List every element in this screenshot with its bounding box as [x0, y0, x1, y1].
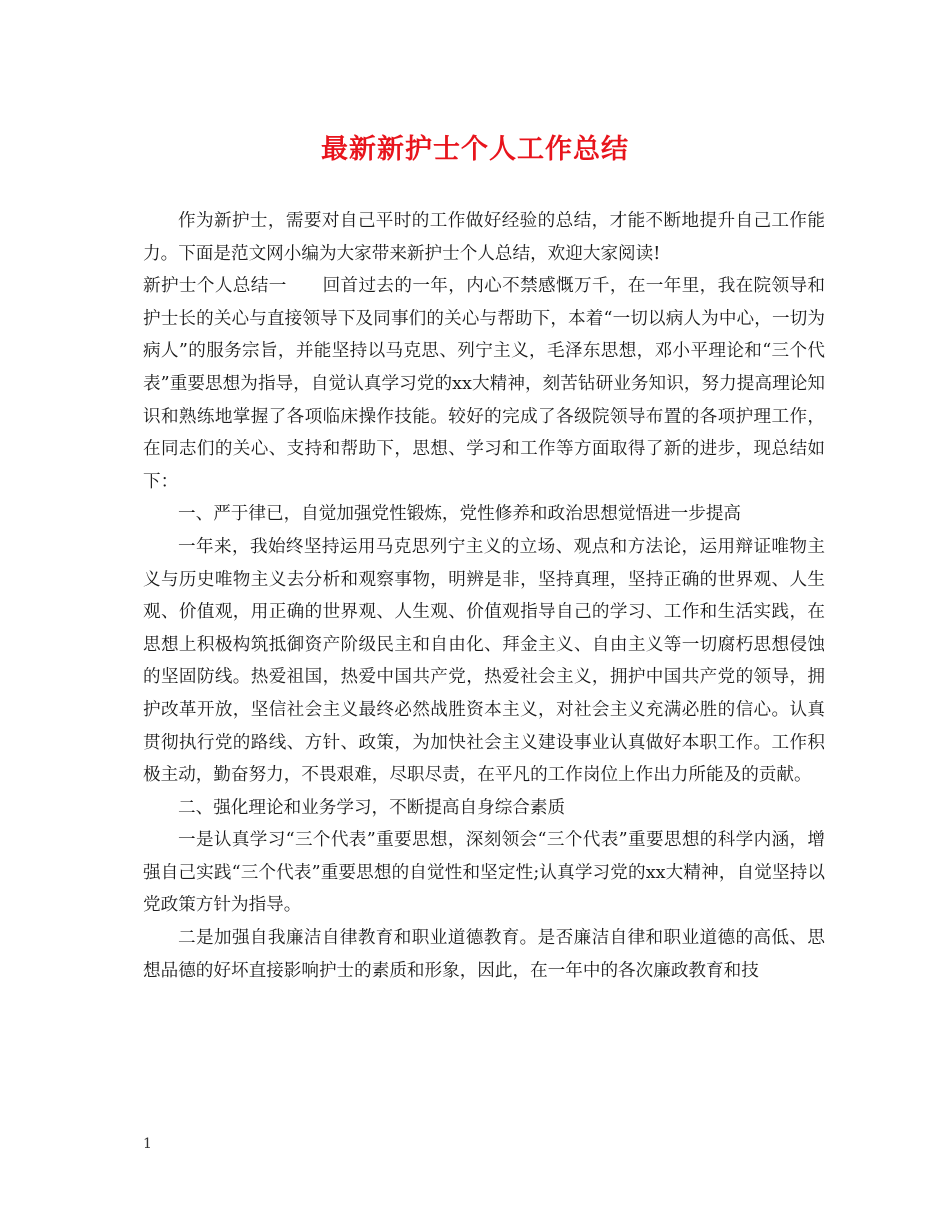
intro-paragraph: 作为新护士，需要对自己平时的工作做好经验的总结，才能不断地提升自己工作能力。下面是范文网小编为大家带来新护士个人总结，欢迎大家阅读! — [143, 211, 825, 264]
section-heading-two: 二、强化理论和业务学习，不断提高自身综合素质 — [178, 797, 566, 818]
document-title: 最新新护士个人工作总结 — [321, 134, 629, 165]
page-number: 1 — [143, 1136, 152, 1152]
section-two-paragraph-two: 二是加强自我廉洁自律教育和职业道德教育。是否廉洁自律和职业道德的高低、思想品德的好坏直接影响护士的素质和形象，因此，在一年中的各次廉政教育和技 — [143, 928, 825, 981]
section-two-paragraph-one: 一是认真学习“三个代表”重要思想，深刻领会“三个代表”重要思想的科学内涵，增强自己实践“三个代表”重要思想的自觉性和坚定性;认真学习党的xx大精神，自觉坚持以党政策方针为指导。 — [143, 830, 825, 916]
summary-one-paragraph: 新护士个人总结一 回首过去的一年，内心不禁感慨万千，在一年里，我在院领导和护士长的关心与直接领导下及同事们的关心与帮助下，本着“一切以病人为中心，一切为病人”的服务宗旨，并能坚持以马克思、列宁主义，毛泽东思想，邓小平理论和“三个代表”重要思想为指导，自觉认真学习党的xx大精神，刻苦钻研业务知识，努力提高理论知识和熟练地掌握了各项临床操作技能。较好的完成了各级院领导布置的各项护理工作，在同志们的关心、支持和帮助下，思想、学习和工作等方面取得了新的进步，现总结如下： — [143, 276, 825, 492]
section-one-paragraph: 一年来，我始终坚持运用马克思列宁主义的立场、观点和方法论，运用辩证唯物主义与历史唯物主义去分析和观察事物，明辨是非，坚持真理，坚持正确的世界观、人生观、价值观，用正确的世界观、人生观、价值观指导自己的学习、工作和生活实践，在思想上积极构筑抵御资产阶级民主和自由化、拜金主义、自由主义等一切腐朽思想侵蚀的坚固防线。热爱祖国，热爱中国共产党，热爱社会主义，拥护中国共产党的领导，拥护改革开放，坚信社会主义最终必然战胜资本主义，对社会主义充满必胜的信心。认真贯彻执行党的路线、方针、政策，为加快社会主义建设事业认真做好本职工作。工作积极主动，勤奋努力，不畏艰难，尽职尽责，在平凡的工作岗位上作出力所能及的贡献。 — [143, 536, 825, 786]
document-body — [143, 205, 825, 987]
section-heading-one: 一、严于律已，自觉加强党性锻炼，党性修养和政治思想觉悟进一步提高 — [178, 504, 742, 525]
